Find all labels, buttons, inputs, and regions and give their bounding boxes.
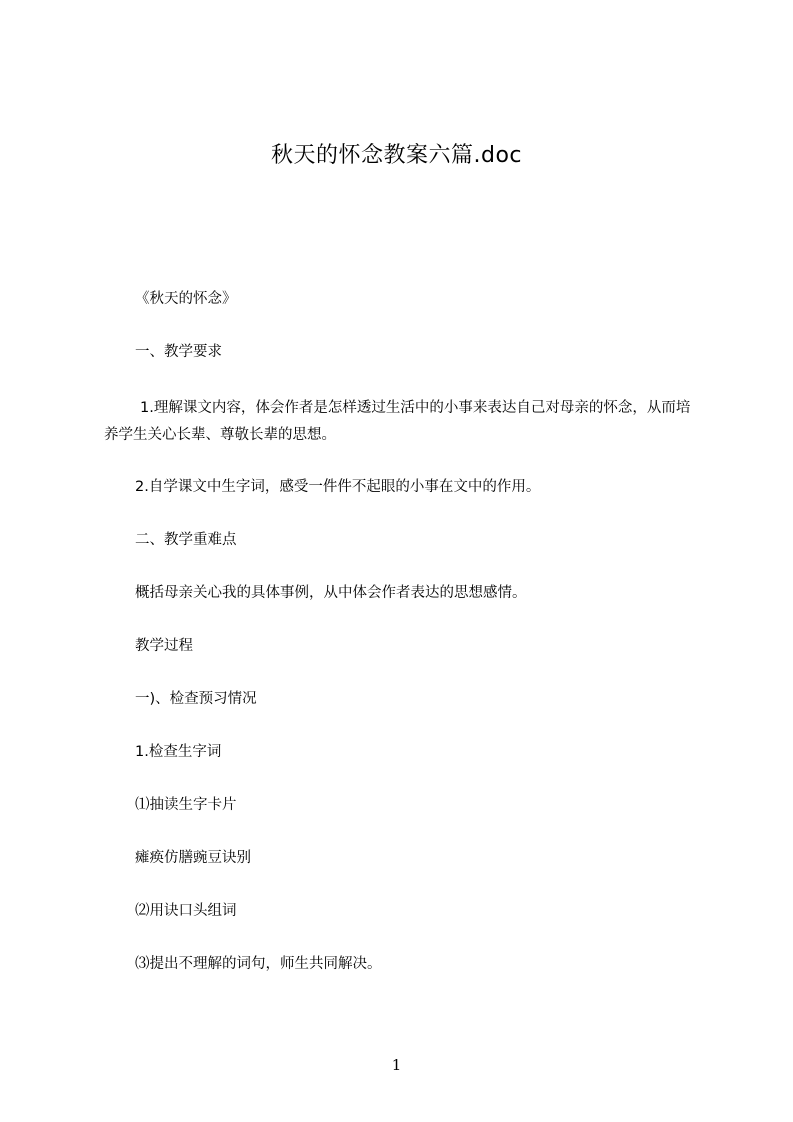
heading-teaching-process: 教学过程	[135, 638, 193, 654]
heading-teaching-requirements: 一、教学要求	[135, 344, 222, 360]
page-number: 1	[391, 1056, 402, 1074]
paragraph-lesson-title: 《秋天的怀念》	[135, 291, 237, 307]
paragraph-requirement-2: 2.自学课文中生字词，感受一件件不起眼的小事在文中的作用。	[135, 479, 541, 495]
paragraph-form-words: ⑵用诀口头组词	[135, 903, 237, 919]
heading-key-difficulties: 二、教学重难点	[135, 532, 237, 548]
paragraph-check-words: 1.检查生字词	[135, 744, 222, 760]
paragraph-word-list: 瘫痪仿膳豌豆诀别	[135, 850, 251, 866]
document-title: 秋天的怀念教案六篇.doc	[270, 143, 522, 168]
paragraph-requirement-1: 1.理解课文内容，体会作者是怎样透过生活中的小事来表达自己对母亲的怀念，从而培养学生关心长辈、尊敬长辈的思想。	[104, 400, 691, 443]
heading-check-preview: 一)、检查预习情况	[135, 691, 257, 707]
paragraph-read-cards: ⑴抽读生字卡片	[135, 797, 237, 813]
paragraph-raise-questions: ⑶提出不理解的词句，师生共同解决。	[135, 956, 382, 972]
paragraph-key-difficulties: 概括母亲关心我的具体事例，从中体会作者表达的思想感情。	[135, 585, 527, 601]
